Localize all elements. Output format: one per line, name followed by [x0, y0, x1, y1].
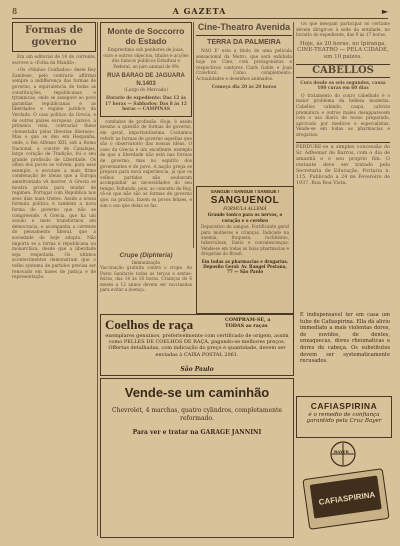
coelhos-title: Coelhos de raça: [105, 317, 194, 332]
headline-box: [12, 22, 96, 52]
crupe-notice: [100, 252, 192, 308]
page-header: [12, 4, 388, 19]
monte-column: [100, 22, 192, 248]
sanguenol-top: SANGUE ! SANGUE ! SANGUE !: [210, 189, 280, 194]
sanguenol-sub: Grande tonico para os nervos, o coração e o cerebro: [207, 212, 283, 223]
editorial-lead: Em um editorial de 19 do corrente, escreve a «Folha da Manhã»:: [12, 55, 96, 66]
monte-text: Emprestimo sob penhores de joias, ouro e outros objectos, titulos e acções dos bancos publicos Estadual e Federal, ao juro annual de 9%: [103, 48, 189, 70]
sanguenol-maker: FORMULA ALLEMÃ: [223, 206, 267, 211]
cinema-title: Cine-Theatro Avenida: [196, 22, 292, 36]
cafiaspirina-ad: [296, 396, 392, 438]
right-event: Hoje, ás 20 horas, no Ipiranga, CINE-TEATRO — PELA CIDADE, em 10 paizes.: [297, 40, 389, 60]
monte-column-body: combates de profissão. Hoje, é assim mesmo a questão de formas de governo, em geral, importantissima. Contamos referir as formas de governo aquellas que são o observatorio das nossas idéas. O caso da Grecia é um excellente exemplo de que a liberdade não está nas formas de governo, mas no espirito dos governantes e do povo. A nação grega se prepara para nova experiencia, ja que os velhos partidos não souberam acompanhar as necessidades do seu tempo. Voltando, pois, ao conceito de Ruy, vê-se que não são as formas de governo que, na pratica, fazem os povos felizes, e sim o uso que delas se faz.: [100, 119, 192, 209]
sanguenol-body: Depurativo do sangue. Fortificante geral para mulheres e crianças. Indicado na anemia, fraqueza, rachitismo, tuberculose, fastio e convalescenças. Vende-se em todas as boas pharmacias e drogarias do Brasil.: [201, 224, 289, 257]
caminhao-title: Vende-se um caminhão: [124, 385, 270, 400]
editorial-headline: Formas de governo: [24, 25, 84, 48]
newspaper-title: A GAZETA: [172, 6, 227, 16]
cinema-body: NAO E' esta a titulo de uma pelicula sensacional da Metro, que será exhibida hoje no Cine, com protagonistas e respectivos cantores Clark Gable e Joan Crawford. Como complemento: Actualidades e desenhos animados.: [196, 49, 292, 82]
header-mark: ►: [381, 6, 388, 16]
monte-hours: Horario de expediente: Das 12 ás 17 horas — Sabbados: Das 8 ás 12 horas — CAMPINAS: [105, 95, 187, 113]
coelhos-ad: [100, 314, 294, 376]
cabellos-body: O tratamento do couro cabelludo é o maior problema da belleza moderna. Cabellos cahindo, caspa, calvicie prematura e outros males desapparecem com o uso diario de nosso preparado, aprovado por medicos e especialistas. Vende-se em todas as pharmacias e drogarias.: [296, 93, 390, 138]
crupe-body: Vaccinação gratuita contra o crupe. Ao Posto Sanitario todas as terças e sextas-feiras, das 14 ás 16 horas. Crianças de 6 mezes a 12 annos devem ser vaccinadas para evitar a doença.: [100, 265, 192, 293]
cafiaspirina-illustration: [296, 440, 390, 536]
column-rule: [97, 22, 98, 536]
caminhao-body: Chevrolet, 4 marchas, quatro cylindros, completamente reformado.: [112, 407, 282, 422]
cinema-note: Começa dia 20 às 20 horas: [211, 84, 277, 90]
monte-address: RUA BARAO DE JAGUARA N.1403: [107, 73, 185, 88]
cinema-film: TERRA DA PALMEIRA: [207, 39, 281, 46]
coelhos-body: exemplares genuinos, preferivelmente com certificado de origem, assim como PELLES DE COELHOS DE RAÇA, pagando-se melhores preços. Offertas detalhadas, com indicação do preço e quantidade, devem ser enviadas à CAIXA POSTAL 2061.: [105, 333, 289, 358]
pride-notice: PERDURE-se a simples concessão do Sr. Adhemar de Barros, com o dia de amanhã e o seu proprio fim. O restante deve ser tratado pela Secretaria de Educação, Portaria n. 115. Publicado a 24 de Fevereiro de 1937. Rua Boa Vista.: [296, 142, 390, 187]
crupe-sub: Immunização: [131, 260, 161, 265]
right-top-text: Os que desejam participar do certame devem dirigir-se à sede da entidade, no horario de expediente, das 9 ás 17 horas.: [296, 22, 390, 39]
cafiaspirina-brand: CAFIASPIRINA: [310, 401, 378, 411]
editorial-body: «Os «Ninhos Confiados» deste Rey Zambeze, pelo contrario affirmei sempre a indifferença das formas de governo, a equivalencia de todas as constituições, republicanas e tyrannicas, onde se assegure ao povo garantias republicanas e as liberdades e regime juridico da Verdade. O caso politico da Grecia, e de outros paizes europeus, parece, á primeira vista, contrariar these «honestada pelas theorias liberaes». Mas o que se deu em Hespanha, onde, o Rei Alfonso XIII, sob a Roma Nacional, a convite de Canalejas, largo coração de Tradição, foi o seu grande profissão de Liberdade. Os olhos dos povos se volvem, para esse exemplo, e escutam a mais firme condenação de ideias que a Europa amedrontada vê morrer. A Grecia se mostra pronta para mudar de regimen. Portugal com Republica nos seus dias mais tristes. Assim a nossa formula politica é também a nova forma de governo que não se compreende. A Grecia, que ha um seculo e meio transformou em democracia, e acompanha a corrente do pensamento liberal, que a sociedade de hoje adopta. Não importa se a forma é republicana ou monarchica, desde que a liberdade seja respeitada. Os ultimos acontecimentos demonstram que o velho systema de partidos precisa ser renovado em bases de justiça e de representação.: [12, 68, 96, 281]
bayer-label: BAYER: [334, 449, 349, 454]
page-number: 8: [12, 6, 18, 16]
monte-title: Monte de Soccorro do Estado: [107, 26, 185, 46]
cabellos-headline: CABELLOS: [296, 64, 390, 78]
caminhao-footer: Para ver e tratar na GARAGE JANNINI: [132, 429, 262, 436]
cafiaspirina-guarantee: garantido pela Cruz Bayer: [306, 418, 382, 424]
caminhao-ad: [100, 378, 294, 538]
editorial-column: [12, 22, 96, 536]
coelhos-city: São Paulo: [180, 366, 214, 373]
cafiaspirina-intro: É indispensavel ter em casa um tubo de Cafiaspirina. Ella dá alivio immediato a mais violentas dores, de ouvidos, de dentes, enxaquecas, dores rheumaticas e dores de cabeça. Os substitutos devem ser systematicamente recusados.: [300, 312, 390, 365]
coelhos-side: COMPRAM-SE, a TODAS as raças: [225, 317, 271, 329]
crupe-title: Crupe (Diphteria): [119, 252, 173, 259]
cafiaspirina-slogan: é o remedio de confiança: [308, 412, 380, 418]
monte-socorro-ad: [100, 22, 192, 117]
sanguenol-brand: SANGUENOL: [210, 195, 280, 206]
bayer-cross-icon: [296, 440, 390, 536]
monte-address-sub: (Largo do Mercado): [124, 88, 168, 94]
cabellos-sub: Cura desde os seis segundos, causa 100 curas em 60 dias: [300, 80, 386, 92]
column-rule: [193, 22, 194, 248]
sanguenol-footer: Em todas as pharmacias e drogarias. Deposito Geral: Av. Rangel Pestana, 77 — São Paulo: [201, 258, 289, 275]
sanguenol-ad: [196, 186, 294, 314]
packet-brand: CAFIASPIRINA: [318, 490, 376, 507]
right-column: [296, 22, 390, 272]
